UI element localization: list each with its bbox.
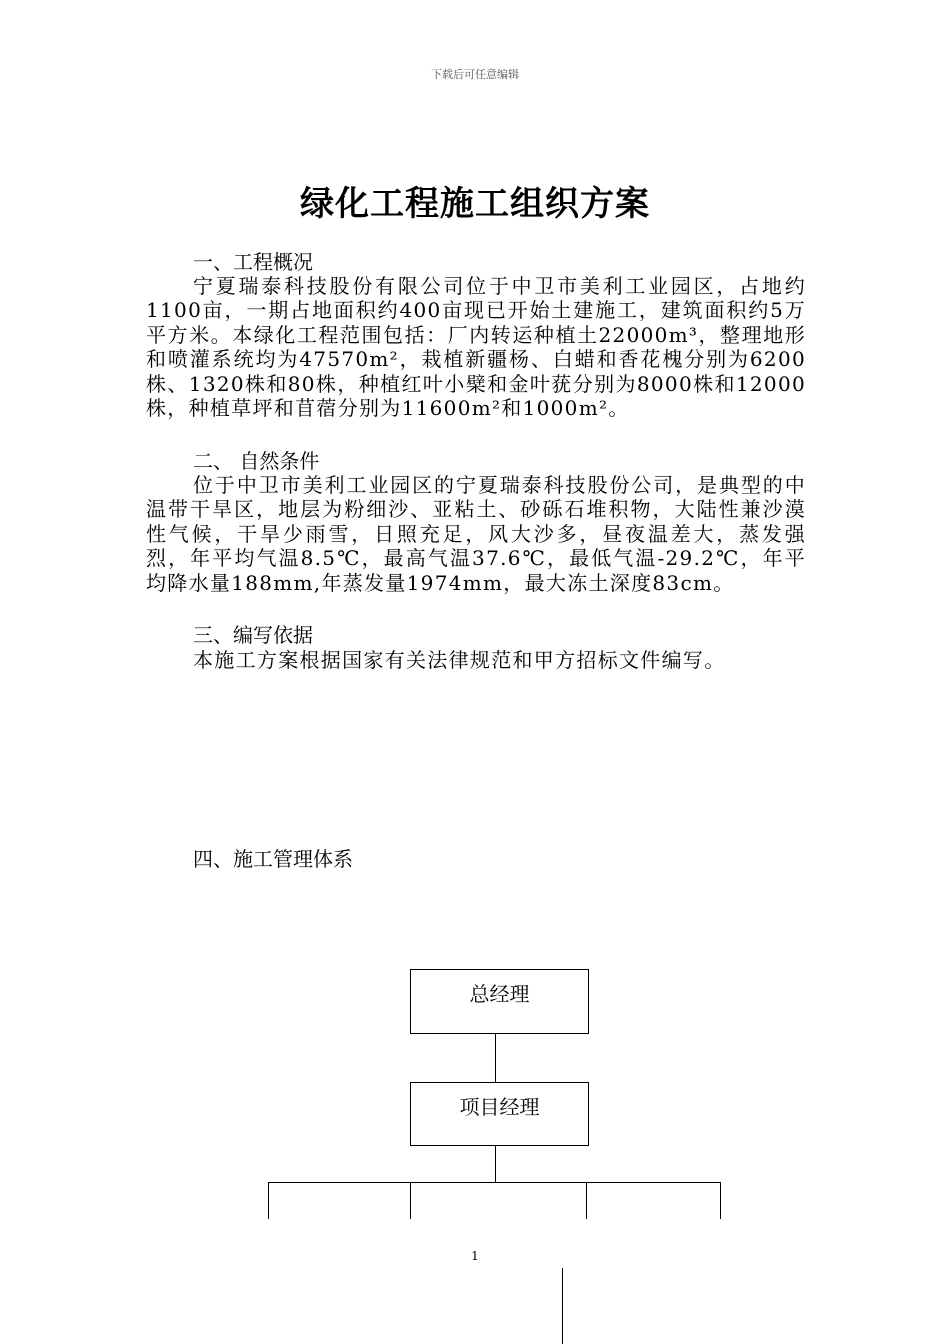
section-heading-natural-conditions: 二、 自然条件	[193, 449, 320, 473]
org-label-project-manager: 项目经理	[459, 1095, 540, 1119]
org-branch-line	[268, 1182, 721, 1183]
next-page-connector-line	[562, 1268, 563, 1344]
org-branch-drop	[720, 1182, 721, 1219]
org-connector-line	[495, 1034, 496, 1082]
section-heading-overview: 一、工程概况	[193, 250, 313, 274]
org-box-project-manager	[410, 1082, 589, 1146]
section-body-natural-conditions: 位于中卫市美利工业园区的宁夏瑞泰科技股份公司，是典型的中温带干旱区，地层为粉细沙、亚粘土、砂砾石堆积物，大陆性兼沙漠性气候，干旱少雨雪，日照充足，风大沙多，昼夜温差大，蒸发强烈，年平均气温8.5℃，最高气温37.6℃，最低气温-29.2℃，年平均降水量188mm,年蒸发量1974mm，最大冻土深度83cm。	[146, 473, 806, 595]
section-body-overview: 宁夏瑞泰科技股份有限公司位于中卫市美利工业园区，占地约1100亩，一期占地面积约400亩现已开始土建施工，建筑面积约5万平方米。本绿化工程范围包括：厂内转运种植土22000m³，整理地形和喷灌系统均为47570m²，栽植新疆杨、白蜡和香花槐分别为6200株、1320株和80株，种植红叶小檗和金叶莸分别为8000株和12000株，种植草坪和苜蓿分别为11600m²和1000m²。	[146, 274, 806, 421]
section-body-basis: 本施工方案根据国家有关法律规范和甲方招标文件编写。	[193, 648, 726, 672]
org-branch-drop	[268, 1182, 269, 1219]
org-branch-drop	[586, 1182, 587, 1219]
section-heading-basis: 三、编写依据	[193, 623, 313, 647]
header-note: 下载后可任意编辑	[431, 68, 519, 81]
page-number: 1	[471, 1249, 479, 1263]
document-title: 绿化工程施工组织方案	[300, 184, 650, 224]
org-branch-drop	[410, 1182, 411, 1219]
section-heading-management-system: 四、施工管理体系	[193, 847, 353, 871]
org-label-general-manager: 总经理	[469, 982, 530, 1006]
org-connector-line	[495, 1146, 496, 1182]
org-box-general-manager	[410, 969, 589, 1034]
